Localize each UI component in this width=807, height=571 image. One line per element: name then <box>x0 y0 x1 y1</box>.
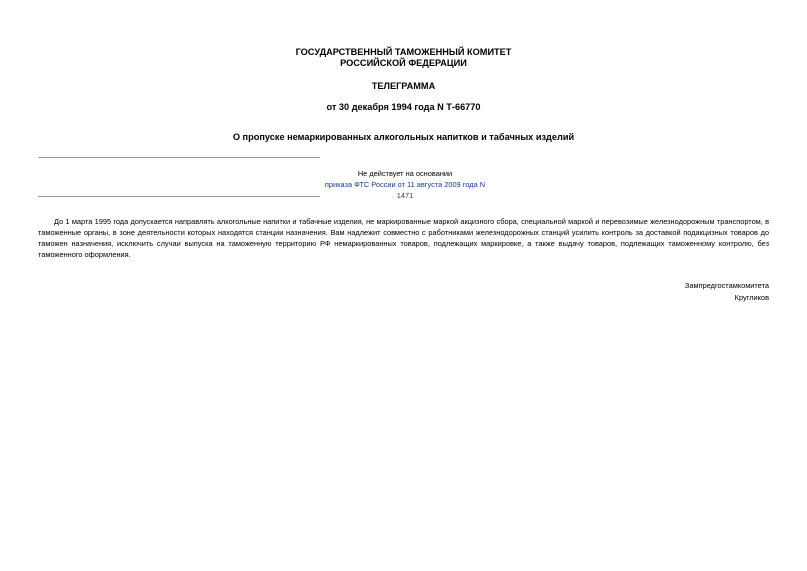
signatory-name: Кругликов <box>734 293 769 302</box>
org-line-1: ГОСУДАРСТВЕННЫЙ ТАМОЖЕННЫЙ КОМИТЕТ <box>295 47 512 57</box>
issuing-organization <box>38 47 769 69</box>
org-line-2: РОССИЙСКОЙ ФЕДЕРАЦИИ <box>340 58 467 68</box>
repeal-order-link[interactable]: приказа ФТС России от 11 августа 2009 года N 1471 <box>324 180 486 200</box>
document-type: ТЕЛЕГРАММА <box>371 81 436 91</box>
status-note <box>320 168 490 201</box>
divider-bottom <box>38 196 320 197</box>
divider-top <box>38 157 320 158</box>
document-date: от 30 декабря 1994 года N Т-66770 <box>326 102 481 112</box>
status-note-text: Не действует на основании <box>357 169 453 178</box>
document-title: О пропуске немаркированных алкогольных напитков и табачных изделий <box>232 132 575 142</box>
signatory-position: Зампредгостамкомитета <box>684 281 769 290</box>
body-paragraph: До 1 марта 1995 года допускается направлять алкогольные напитки и табачные изделия, не маркированные маркой акцизного сбора, специальной маркой и перевозимые железнодорожным транспортом, в таможенные органы, в зоне деятельности которых находятся станции назначения. Вам надлежит совместно с работниками железнодорожных станций усилить контроль за доставкой подакцизных товаров до таможен назначения, исключить случаи выпуска на таможенную территорию РФ немаркированных товаров, подлежащих маркировке, а также выдачу товаров, подлежащих таможенному контролю, без таможенного оформления. <box>38 217 769 259</box>
signature-block <box>569 280 769 304</box>
